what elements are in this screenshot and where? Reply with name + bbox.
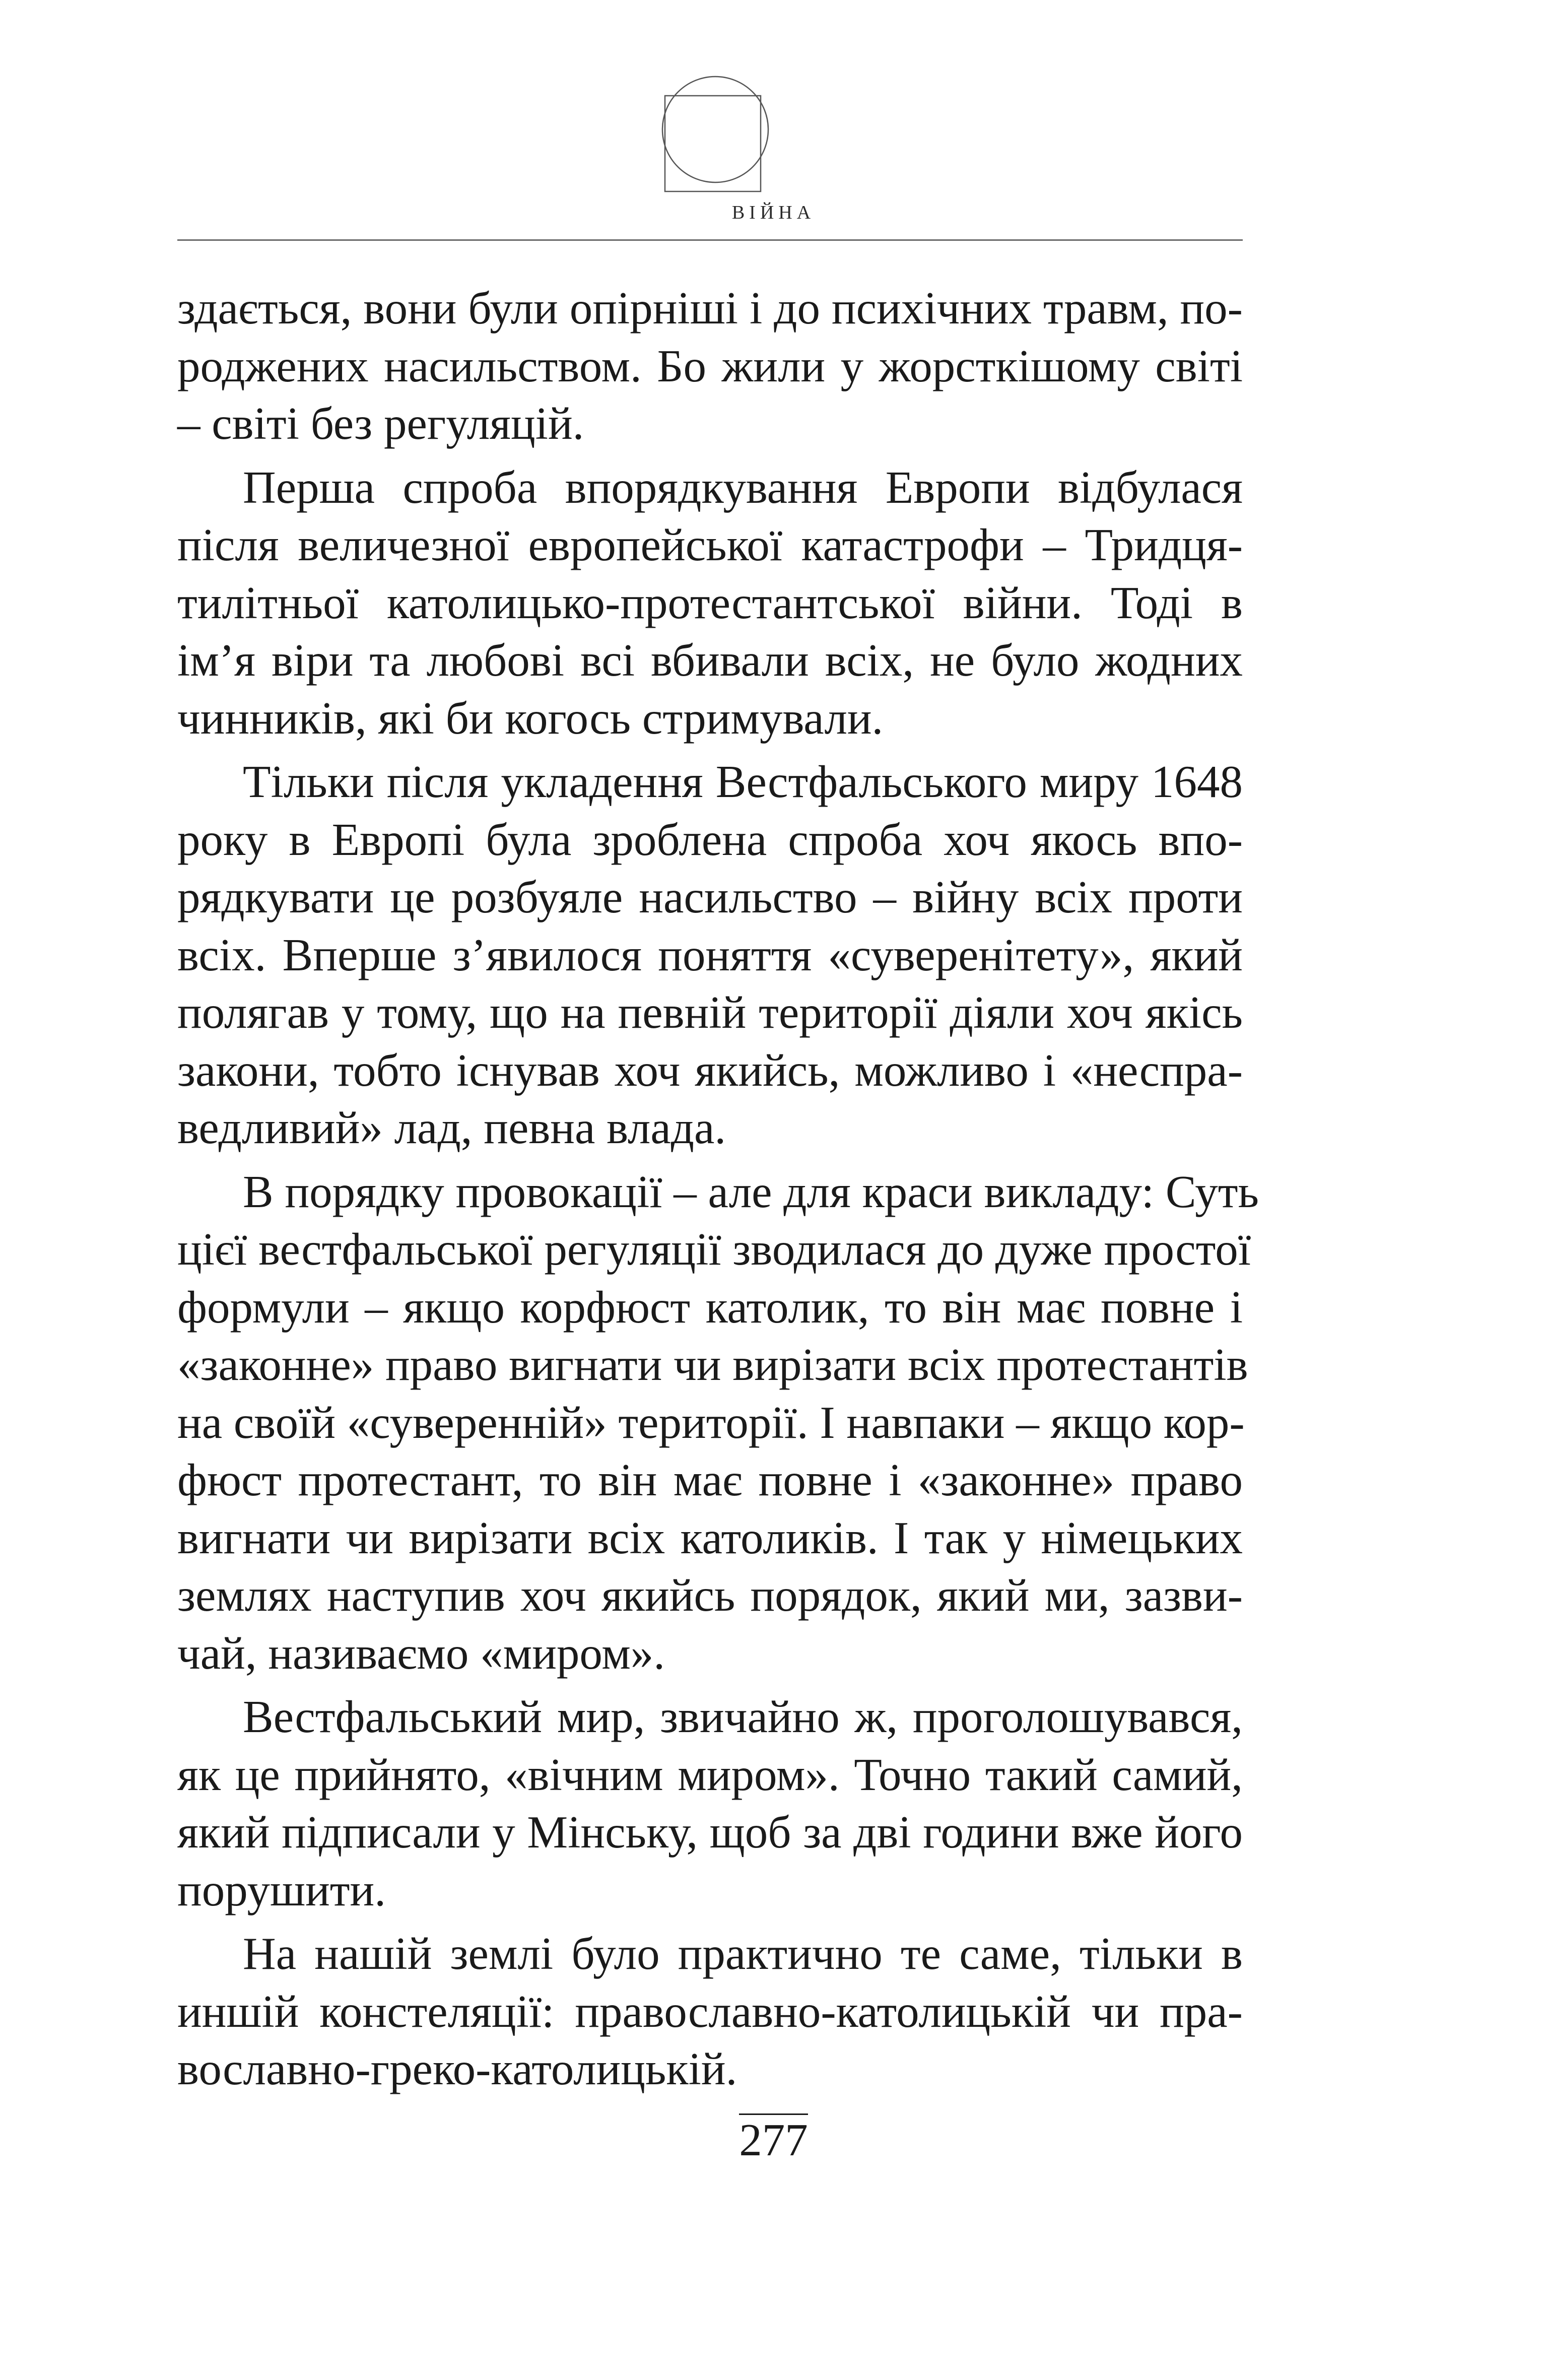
paragraph	[177, 280, 1243, 453]
text-line: В порядку провокації – але для краси викладу: Суть	[243, 1166, 1259, 1217]
text-line: На нашій землі було практично те саме, тільки в	[243, 1928, 1243, 1979]
running-head: ВІЙНА	[731, 202, 816, 223]
text-line: Вестфальський мир, звичайно ж, проголошувався,	[243, 1691, 1243, 1742]
text-line: землях наступив хоч якийсь порядок, який ми, зазви-	[177, 1570, 1243, 1621]
text-line: як це прийнято, «вічним миром». Точно такий самий,	[177, 1749, 1243, 1800]
text-line: після величезної европейської катастрофи – Тридця-	[177, 519, 1243, 570]
text-line: Тільки після укладення Вестфальського миру 1648	[243, 756, 1243, 807]
paragraph	[177, 1163, 1259, 1683]
text-line: полягав у тому, що на певній території діяли хоч якісь	[177, 987, 1243, 1038]
body-text	[177, 280, 1259, 2104]
text-line: здається, вони були опірніші і до психічних травм, по-	[177, 283, 1243, 334]
text-line: – світі без регуляцій.	[177, 398, 584, 449]
text-line: на своїй «суверенній» території. І навпаки – якщо кор-	[177, 1397, 1245, 1448]
paragraph	[177, 1688, 1243, 1919]
emblem-circle	[662, 77, 768, 182]
text-line: ім’я віри та любові всі вбивали всіх, не було жодних	[177, 635, 1243, 686]
paragraph	[177, 753, 1243, 1157]
text-line: иншій констеляції: православно-католицькій чи пра-	[177, 1986, 1243, 2037]
text-line: закони, тобто існував хоч якийсь, можливо і «неспра-	[177, 1044, 1243, 1096]
text-line: «законне» право вигнати чи вирізати всіх протестантів	[177, 1339, 1248, 1390]
text-line: фюст протестант, то він має повне і «законне» право	[177, 1455, 1243, 1505]
text-line: вигнати чи вирізати всіх католиків. І так у німецьких	[177, 1512, 1243, 1563]
text-line: порушити.	[177, 1864, 386, 1915]
text-line: чинників, які би когось стримували.	[177, 692, 884, 744]
text-line: тилітньої католицько-протестантської війни. Тоді в	[177, 577, 1243, 628]
paragraph	[177, 1925, 1243, 2098]
text-line: чай, називаємо «миром».	[177, 1627, 665, 1679]
text-line: Перша спроба впорядкування Европи відбулася	[243, 461, 1243, 513]
text-line: всіх. Вперше з’явилося поняття «суверенітету», який	[177, 929, 1243, 980]
chapter-emblem	[652, 73, 778, 199]
text-line: рядкувати це розбуяле насильство – війну всіх проти	[177, 872, 1243, 922]
text-line: ведливий» лад, певна влада.	[177, 1102, 726, 1153]
page-number-value: 277	[739, 2114, 808, 2165]
text-line: який підписали у Мінську, щоб за дві години вже його	[177, 1807, 1243, 1858]
text-line: цієї вестфальської регуляції зводилася до дуже простої	[177, 1224, 1251, 1275]
text-line: вославно-греко-католицькій.	[177, 2043, 737, 2094]
text-line: формули – якщо корфюст католик, то він має повне і	[177, 1281, 1243, 1333]
text-line: року в Европі була зроблена спроба хоч якось впо-	[177, 814, 1243, 865]
page-number	[0, 2113, 1547, 2166]
text-line: роджених насильством. Бо жили у жорсткішому світі	[177, 340, 1243, 391]
paragraph	[177, 459, 1243, 748]
header-rule	[177, 239, 1243, 241]
emblem-square	[665, 96, 761, 191]
